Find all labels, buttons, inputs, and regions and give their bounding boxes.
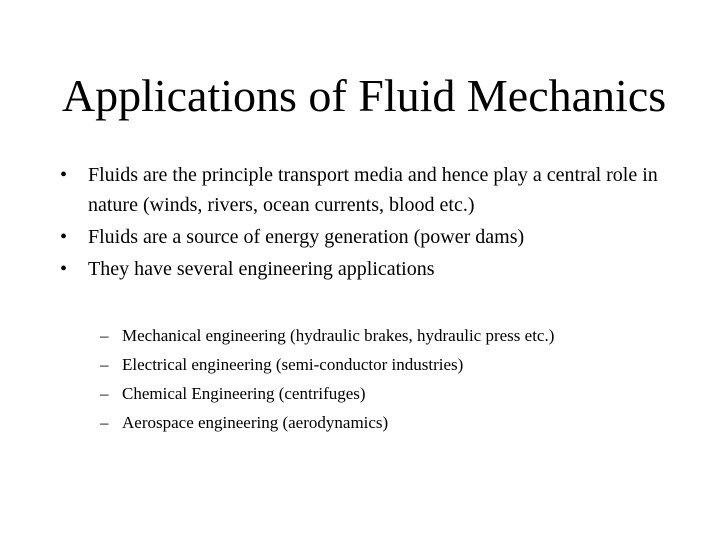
bullet-text: Fluids are the principle transport media and hence play a central role in nature (winds, rivers, ocean currents, blood etc.)	[88, 164, 658, 216]
dash-marker-icon: –	[100, 413, 109, 432]
sub-bullet-item	[100, 408, 660, 437]
bullet-text: They have several engineering applications	[88, 258, 435, 280]
sub-bullet-text: Electrical engineering (semi-conductor industries)	[122, 355, 464, 374]
bullet-item	[60, 160, 670, 220]
sub-bullet-text: Mechanical engineering (hydraulic brakes, hydraulic press etc.)	[122, 326, 555, 345]
bullet-text: Fluids are a source of energy generation (power dams)	[88, 226, 525, 248]
sub-bullet-text: Chemical Engineering (centrifuges)	[122, 384, 366, 403]
bullet-marker-icon: •	[60, 164, 68, 186]
bullet-item	[60, 254, 670, 284]
sub-bullet-item	[100, 350, 660, 379]
dash-marker-icon: –	[100, 326, 109, 345]
sub-bullet-item	[100, 321, 660, 350]
bullet-item	[60, 222, 670, 252]
sub-bullet-list	[100, 321, 660, 437]
sub-bullet-text: Aerospace engineering (aerodynamics)	[122, 413, 389, 432]
sub-bullet-item	[100, 379, 660, 408]
bullet-marker-icon: •	[60, 258, 68, 280]
dash-marker-icon: –	[100, 384, 109, 403]
slide-title: Applications of Fluid Mechanics	[61, 70, 667, 121]
dash-marker-icon: –	[100, 355, 109, 374]
bullet-marker-icon: •	[60, 226, 68, 248]
bullet-list	[60, 160, 670, 286]
